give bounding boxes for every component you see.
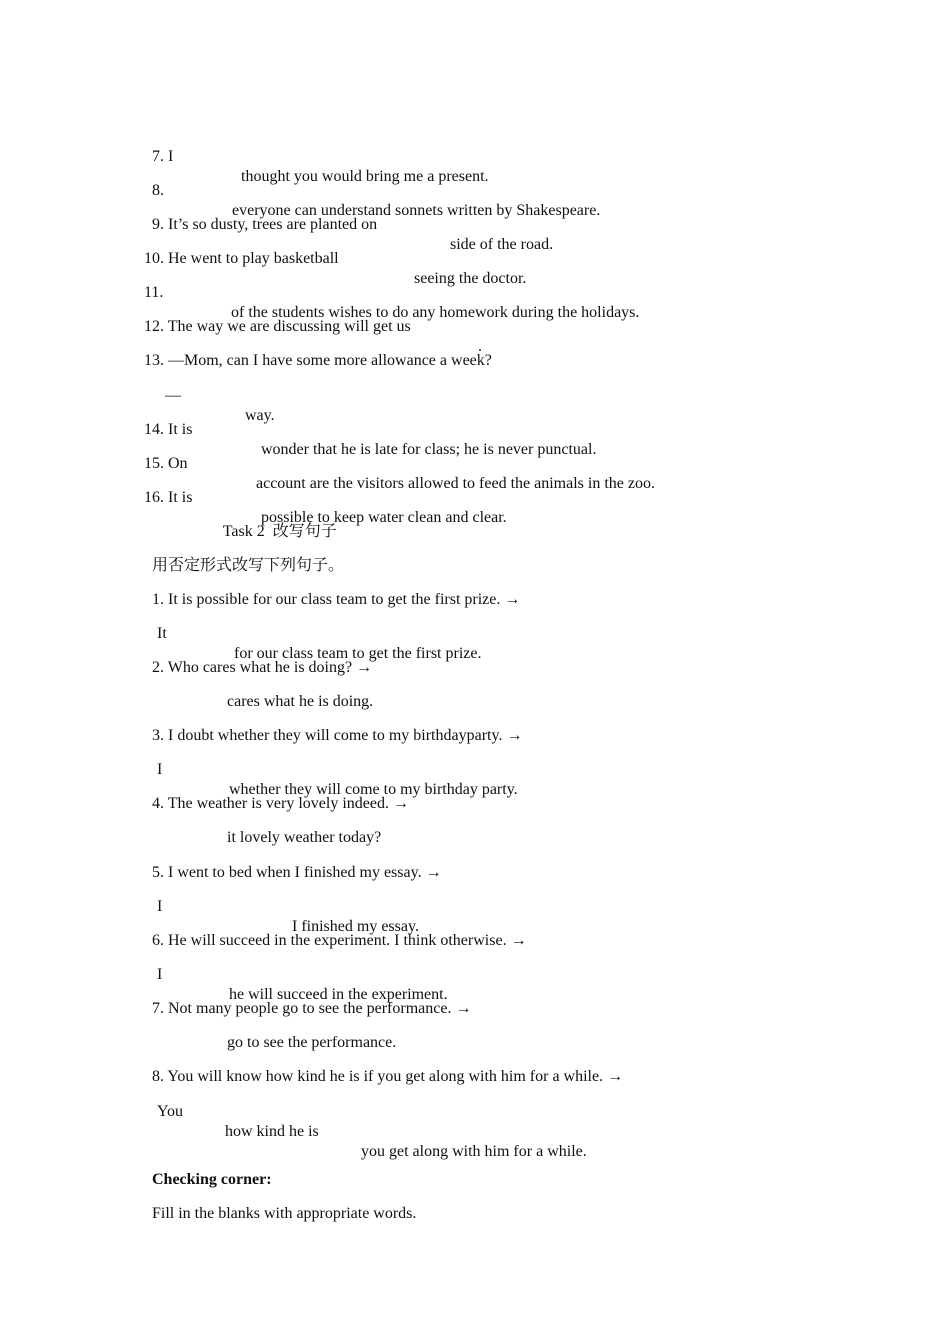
text-segment: how kind he is bbox=[225, 1123, 319, 1140]
text-segment: 14. It is bbox=[144, 421, 193, 438]
exercise-line-13 bbox=[144, 331, 492, 371]
text-segment: 12. The way we are discussing will get us bbox=[144, 318, 411, 335]
text-segment: 8. bbox=[152, 182, 164, 199]
rewrite-6-prompt bbox=[144, 911, 527, 951]
text-segment: thought you would bring me a present. bbox=[241, 168, 489, 185]
text-segment: 4. The weather is very lovely indeed. → bbox=[152, 795, 409, 812]
text-segment: side of the road. bbox=[450, 236, 554, 253]
rewrite-3-prompt bbox=[144, 706, 522, 746]
text-segment: everyone can understand sonnets written by Shakespeare. bbox=[232, 202, 601, 219]
text-segment: 16. It is bbox=[144, 489, 193, 506]
text-segment: 7. I bbox=[152, 148, 174, 165]
rewrite-1-prompt bbox=[144, 570, 520, 610]
text-segment: 11. bbox=[144, 284, 164, 301]
text-segment: 2. Who cares what he is doing? → bbox=[152, 659, 373, 676]
text-segment: go to see the performance. bbox=[227, 1034, 397, 1051]
text-segment: I bbox=[157, 761, 163, 778]
rewrite-5-prompt bbox=[144, 843, 442, 883]
checking-corner-instruction bbox=[144, 1184, 416, 1224]
text-segment: 10. He went to play basketball bbox=[144, 250, 339, 267]
text-segment: Checking corner: bbox=[152, 1171, 272, 1188]
text-segment: 3. I doubt whether they will come to my birthdayparty. → bbox=[152, 727, 523, 744]
text-segment: for our class team to get the first prize. bbox=[234, 645, 482, 662]
text-segment: 8. You will know how kind he is if you get along with him for a while. → bbox=[152, 1068, 624, 1085]
text-segment: cares what he is doing. bbox=[227, 693, 374, 710]
exercise-line-13-answer bbox=[165, 366, 275, 426]
text-segment: possible to keep water clean and clear. bbox=[261, 509, 507, 526]
text-segment: wonder that he is late for class; he is never punctual. bbox=[261, 441, 597, 458]
text-segment: 15. On bbox=[144, 455, 188, 472]
text-segment: 6. He will succeed in the experiment. I think otherwise. → bbox=[152, 932, 527, 949]
rewrite-4-answer bbox=[219, 808, 381, 848]
text-segment: Fill in the blanks with appropriate words. bbox=[152, 1205, 417, 1222]
text-segment: seeing the doctor. bbox=[414, 270, 527, 287]
text-segment: It bbox=[157, 625, 167, 642]
text-segment: he will succeed in the experiment. bbox=[229, 986, 448, 1003]
text-segment: . bbox=[478, 338, 482, 355]
text-segment: whether they will come to my birthday party. bbox=[229, 781, 518, 798]
rewrite-8-prompt bbox=[144, 1047, 623, 1087]
text-segment: 7. Not many people go to see the performance. → bbox=[152, 1000, 472, 1017]
text-segment: you get along with him for a while. bbox=[361, 1143, 587, 1160]
text-segment: 9. It’s so dusty, trees are planted on bbox=[152, 216, 378, 233]
text-segment: I finished my essay. bbox=[292, 918, 419, 935]
text-segment: You bbox=[157, 1103, 183, 1120]
text-segment: it lovely weather today? bbox=[227, 829, 382, 846]
text-segment: of the students wishes to do any homework during the holidays. bbox=[231, 304, 640, 321]
text-segment: — bbox=[165, 387, 181, 404]
text-segment: 1. It is possible for our class team to get the first prize. → bbox=[152, 591, 521, 608]
text-segment: I bbox=[157, 898, 163, 915]
text-segment: I bbox=[157, 966, 163, 983]
text-segment: way. bbox=[245, 407, 275, 424]
text-segment: Task 2 改写句子 bbox=[222, 523, 337, 540]
text-segment: 5. I went to bed when I finished my essay. → bbox=[152, 864, 442, 881]
text-segment: 用否定形式改写下列句子。 bbox=[152, 557, 345, 574]
text-segment: account are the visitors allowed to feed the animals in the zoo. bbox=[256, 475, 655, 492]
text-segment: 13. —Mom, can I have some more allowance a week? bbox=[144, 352, 492, 369]
